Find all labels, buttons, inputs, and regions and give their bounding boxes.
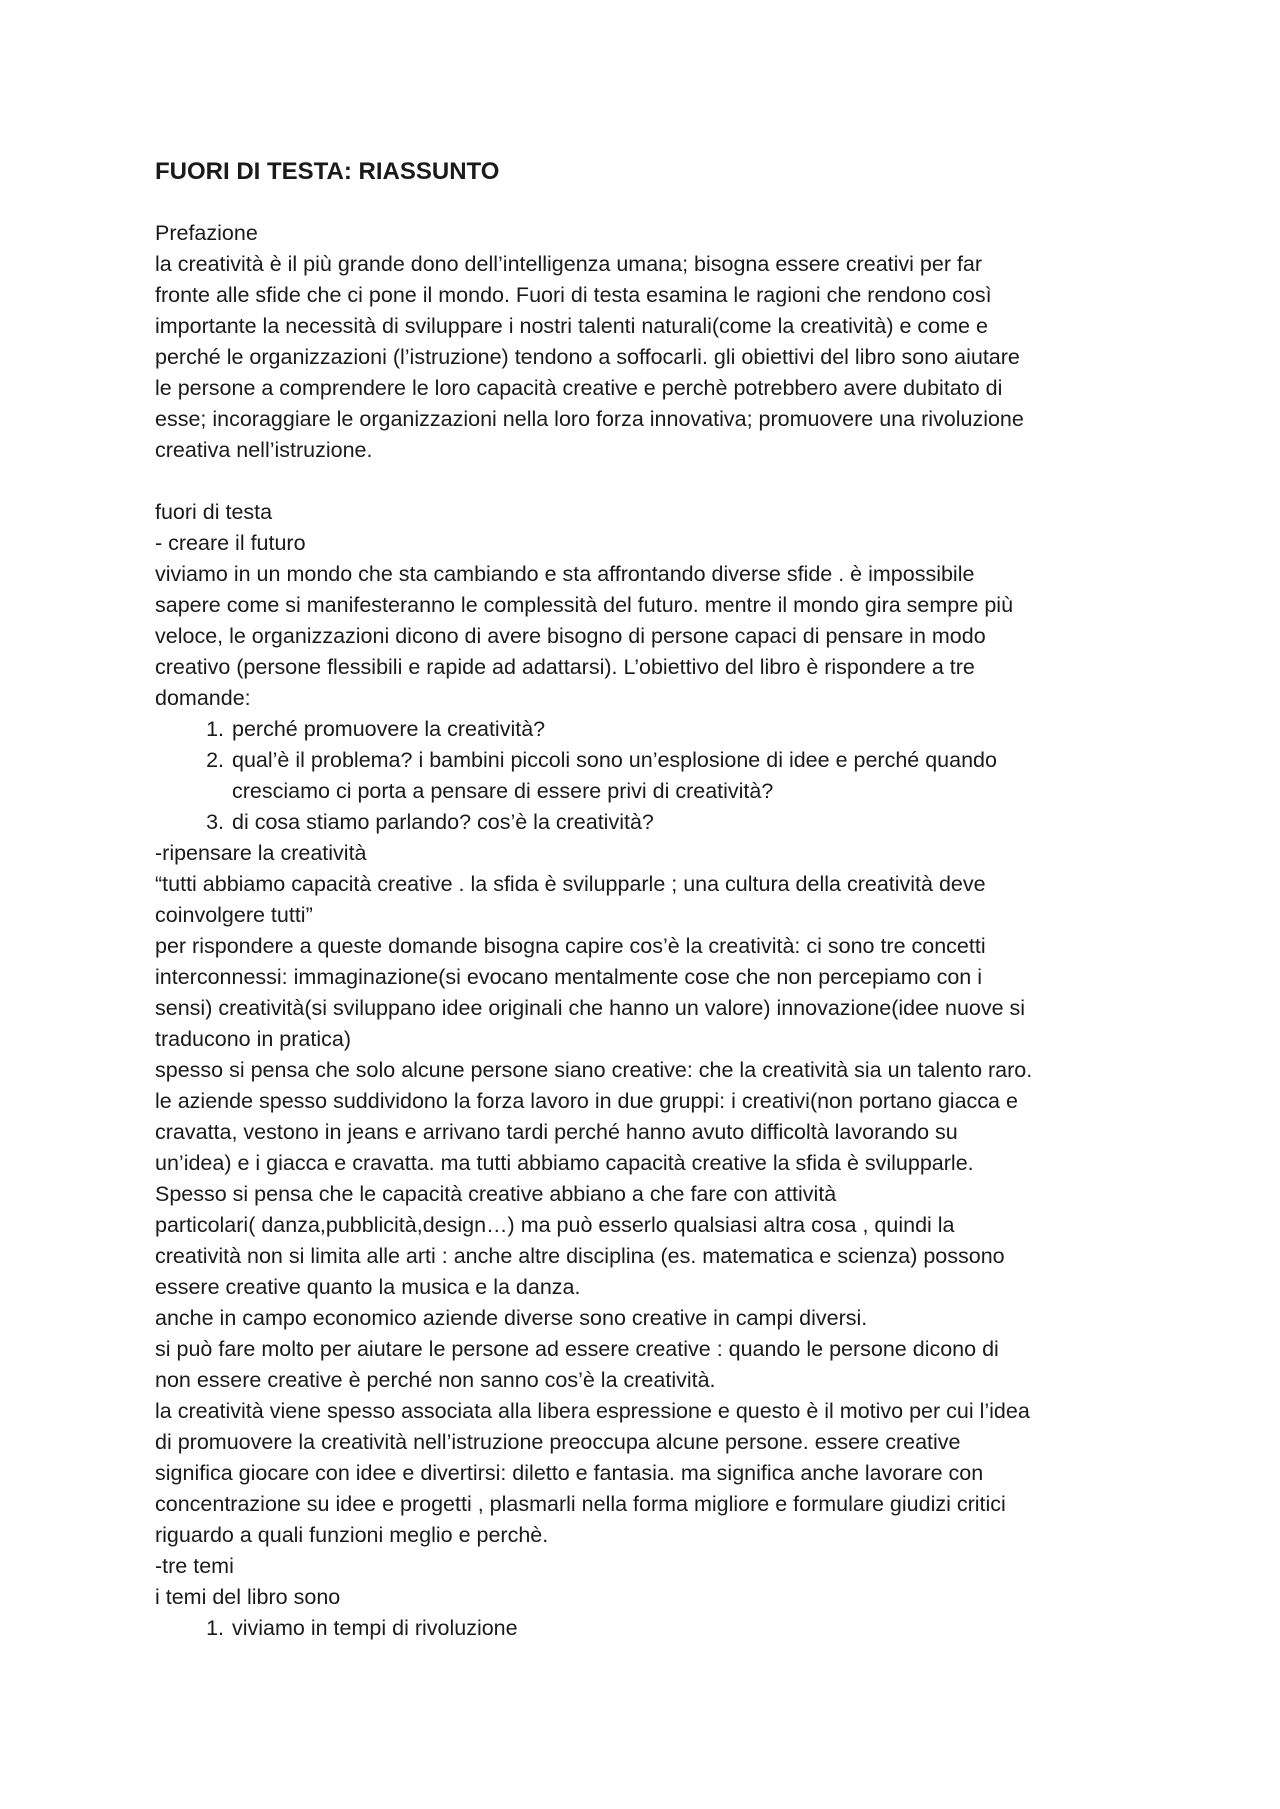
paragraph-line: creativo (persone flessibili e rapide ad adattarsi). L’obiettivo del libro è rispondere a tre	[155, 655, 975, 679]
paragraph-line: perché le organizzazioni (l’istruzione) tendono a soffocarli. gli obiettivi del libro sono aiutare	[155, 345, 1020, 369]
subheading-ripensare-la-creativita: -ripensare la creatività	[155, 841, 367, 865]
list-item	[155, 1613, 1135, 1644]
list-item-text: di cosa stiamo parlando? cos’è la creatività?	[232, 810, 654, 834]
paragraph-line: sapere come si manifesteranno le complessità del futuro. mentre il mondo gira sempre più	[155, 593, 1014, 617]
questions-list	[155, 714, 1135, 838]
list-item	[155, 745, 1135, 807]
paragraph-line: significa giocare con idee e divertirsi: diletto e fantasia. ma significa anche lavorare con	[155, 1461, 984, 1485]
fuori-di-testa-section	[155, 497, 1135, 1644]
paragraph-line: i temi del libro sono	[155, 1585, 341, 1609]
paragraph-line: anche in campo economico aziende diverse sono creative in campi diversi.	[155, 1306, 868, 1330]
list-number: 1.	[206, 717, 224, 741]
paragraph-line: Spesso si pensa che le capacità creative abbiano a che fare con attività	[155, 1182, 837, 1206]
paragraph-line: interconnessi: immaginazione(si evocano mentalmente cose che non percepiamo con i	[155, 965, 983, 989]
subheading-tre-temi: -tre temi	[155, 1554, 234, 1578]
paragraph-line: fronte alle sfide che ci pone il mondo. Fuori di testa esamina le ragioni che rendono così	[155, 283, 992, 307]
paragraph-line: le aziende spesso suddividono la forza lavoro in due gruppi: i creativi(non portano giacca e	[155, 1089, 1018, 1113]
paragraph-line: un’idea) e i giacca e cravatta. ma tutti abbiamo capacità creative la sfida è svilupparle.	[155, 1151, 974, 1175]
list-item-text: viviamo in tempi di rivoluzione	[232, 1616, 518, 1640]
paragraph-line: cravatta, vestono in jeans e arrivano tardi perché hanno avuto difficoltà lavorando su	[155, 1120, 958, 1144]
paragraph-line: la creatività è il più grande dono dell’intelligenza umana; bisogna essere creativi per far	[155, 252, 983, 276]
paragraph-line: domande:	[155, 686, 251, 710]
paragraph-line: sensi) creatività(si sviluppano idee originali che hanno un valore) innovazione(idee nuove si	[155, 996, 1026, 1020]
list-number: 3.	[206, 810, 224, 834]
paragraph-line: le persone a comprendere le loro capacità creative e perchè potrebbero avere dubitato di	[155, 376, 1003, 400]
paragraph-line: coinvolgere tutti”	[155, 903, 313, 927]
paragraph-line: la creatività viene spesso associata alla libera espressione e questo è il motivo per cui l’idea	[155, 1399, 1030, 1423]
list-item-text: perché promuovere la creatività?	[232, 717, 546, 741]
themes-list	[155, 1613, 1135, 1644]
paragraph-line: non essere creative è perché non sanno cos’è la creatività.	[155, 1368, 716, 1392]
paragraph-line: veloce, le organizzazioni dicono di avere bisogno di persone capaci di pensare in modo	[155, 624, 986, 648]
list-item-text: qual’è il problema? i bambini piccoli sono un’esplosione di idee e perché quando	[232, 748, 997, 772]
list-number: 1.	[206, 1616, 224, 1640]
paragraph-line: creativa nell’istruzione.	[155, 438, 373, 462]
paragraph-line: riguardo a quali funzioni meglio e perchè.	[155, 1523, 549, 1547]
list-number: 2.	[206, 748, 224, 772]
document-title: FUORI DI TESTA: RIASSUNTO	[155, 158, 500, 185]
paragraph-line: per rispondere a queste domande bisogna capire cos’è la creatività: ci sono tre concetti	[155, 934, 986, 958]
list-item	[155, 807, 1135, 838]
list-item	[155, 714, 1135, 745]
subheading-creare-il-futuro: - creare il futuro	[155, 531, 306, 555]
list-item-text: cresciamo ci porta a pensare di essere privi di creatività?	[232, 779, 774, 803]
paragraph-line: viviamo in un mondo che sta cambiando e sta affrontando diverse sfide . è impossibile	[155, 562, 975, 586]
paragraph-line: essere creative quanto la musica e la danza.	[155, 1275, 581, 1299]
prefazione-section	[155, 218, 1135, 466]
paragraph-line: “tutti abbiamo capacità creative . la sfida è svilupparle ; una cultura della creatività deve	[155, 872, 986, 896]
paragraph-line: traducono in pratica)	[155, 1027, 351, 1051]
paragraph-line: di promuovere la creatività nell’istruzione preoccupa alcune persone. essere creative	[155, 1430, 961, 1454]
paragraph-line: spesso si pensa che solo alcune persone siano creative: che la creatività sia un talento raro.	[155, 1058, 1033, 1082]
paragraph-line: si può fare molto per aiutare le persone ad essere creative : quando le persone dicono di	[155, 1337, 999, 1361]
paragraph-line: importante la necessità di sviluppare i nostri talenti naturali(come la creatività) e come e	[155, 314, 988, 338]
document-page	[155, 156, 1135, 1644]
section-heading: fuori di testa	[155, 500, 273, 524]
paragraph-line: creatività non si limita alle arti : anche altre disciplina (es. matematica e scienza) possono	[155, 1244, 1005, 1268]
spacer	[155, 466, 1135, 497]
paragraph-line: particolari( danza,pubblicità,design…) ma può esserlo qualsiasi altra cosa , quindi la	[155, 1213, 955, 1237]
paragraph-line: concentrazione su idee e progetti , plasmarli nella forma migliore e formulare giudizi critici	[155, 1492, 1006, 1516]
prefazione-heading: Prefazione	[155, 221, 258, 245]
paragraph-line: esse; incoraggiare le organizzazioni nella loro forza innovativa; promuovere una rivoluzione	[155, 407, 1024, 431]
